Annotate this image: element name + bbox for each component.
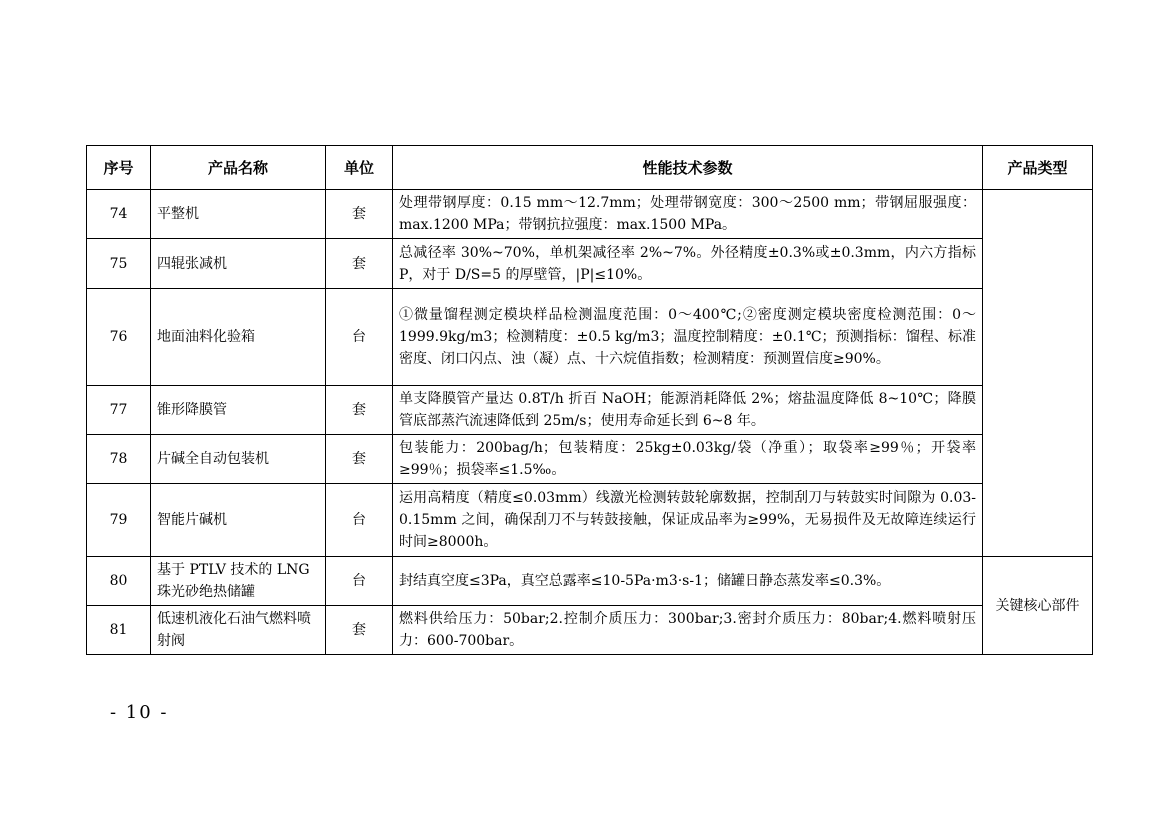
row-number: 75 (87, 239, 151, 289)
performance-params: ①微量馏程测定模块样品检测温度范围：0～400℃;②密度测定模块密度检测范围：0～1999.9kg/m3；检测精度：±0.5 kg/m3；温度控制精度：±0.1℃；预测指标：馏程、标准密度、闭口闪点、浊（凝）点、十六烷值指数；检测精度：预测置信度≥90%。 (393, 289, 983, 386)
performance-params: 处理带钢厚度：0.15 mm～12.7mm；处理带钢宽度：300～2500 mm；带钢屈服强度：max.1200 MPa；带钢抗拉强度：max.1500 MPa。 (393, 190, 983, 239)
product-unit: 台 (326, 484, 393, 557)
header-no: 序号 (87, 146, 151, 190)
product-unit: 套 (326, 190, 393, 239)
header-unit: 单位 (326, 146, 393, 190)
product-name: 平整机 (151, 190, 326, 239)
product-name: 锥形降膜管 (151, 386, 326, 435)
product-unit: 套 (326, 435, 393, 484)
performance-params: 封结真空度≤3Pa，真空总露率≤10-5Pa·m3·s-1；储罐日静态蒸发率≤0.3%。 (393, 557, 983, 606)
performance-params: 单支降膜管产量达 0.8T/h 折百 NaOH；能源消耗降低 2%；熔盐温度降低 8~10℃；降膜管底部蒸汽流速降低到 25m/s；使用寿命延长到 6~8 年。 (393, 386, 983, 435)
product-name: 基于 PTLV 技术的 LNG 珠光砂绝热储罐 (151, 557, 326, 606)
performance-params: 总减径率 30%~70%，单机架减径率 2%~7%。外径精度±0.3%或±0.3mm，内六方指标 P，对于 D/S=5 的厚壁管，|P|≤10%。 (393, 239, 983, 289)
table-row (87, 606, 1093, 655)
row-number: 74 (87, 190, 151, 239)
product-type-cell: 关键核心部件 (983, 557, 1093, 655)
performance-params: 包装能力：200bag/h；包装精度：25kg±0.03kg/袋（净重）；取袋率≥99％；开袋率≥99％；损袋率≤1.5‰。 (393, 435, 983, 484)
performance-params: 燃料供给压力：50bar;2.控制介质压力：300bar;3.密封介质压力：80bar;4.燃料喷射压力：600-700bar。 (393, 606, 983, 655)
row-number: 77 (87, 386, 151, 435)
row-number: 78 (87, 435, 151, 484)
product-name: 地面油料化验箱 (151, 289, 326, 386)
product-name: 低速机液化石油气燃料喷射阀 (151, 606, 326, 655)
table-row (87, 435, 1093, 484)
product-unit: 套 (326, 239, 393, 289)
table-row (87, 239, 1093, 289)
page-number: - 10 - (110, 702, 169, 723)
product-name: 四辊张减机 (151, 239, 326, 289)
header-type: 产品类型 (983, 146, 1093, 190)
table-row (87, 289, 1093, 386)
product-unit: 套 (326, 606, 393, 655)
product-name: 智能片碱机 (151, 484, 326, 557)
row-number: 79 (87, 484, 151, 557)
header-name: 产品名称 (151, 146, 326, 190)
product-unit: 台 (326, 289, 393, 386)
header-perf: 性能技术参数 (393, 146, 983, 190)
table-header-row (87, 146, 1093, 190)
product-spec-table (86, 145, 1093, 655)
table-row (87, 484, 1093, 557)
table-row (87, 557, 1093, 606)
product-type-empty (983, 190, 1093, 557)
table-row (87, 190, 1093, 239)
row-number: 76 (87, 289, 151, 386)
performance-params: 运用高精度（精度≤0.03mm）线激光检测转鼓轮廓数据，控制刮刀与转鼓实时间隙为 0.03-0.15mm 之间，确保刮刀不与转鼓接触，保证成品率为≥99%，无易损件及无故障连续运行时间≥8000h。 (393, 484, 983, 557)
table-row (87, 386, 1093, 435)
row-number: 81 (87, 606, 151, 655)
product-unit: 台 (326, 557, 393, 606)
product-unit: 套 (326, 386, 393, 435)
product-name: 片碱全自动包装机 (151, 435, 326, 484)
row-number: 80 (87, 557, 151, 606)
